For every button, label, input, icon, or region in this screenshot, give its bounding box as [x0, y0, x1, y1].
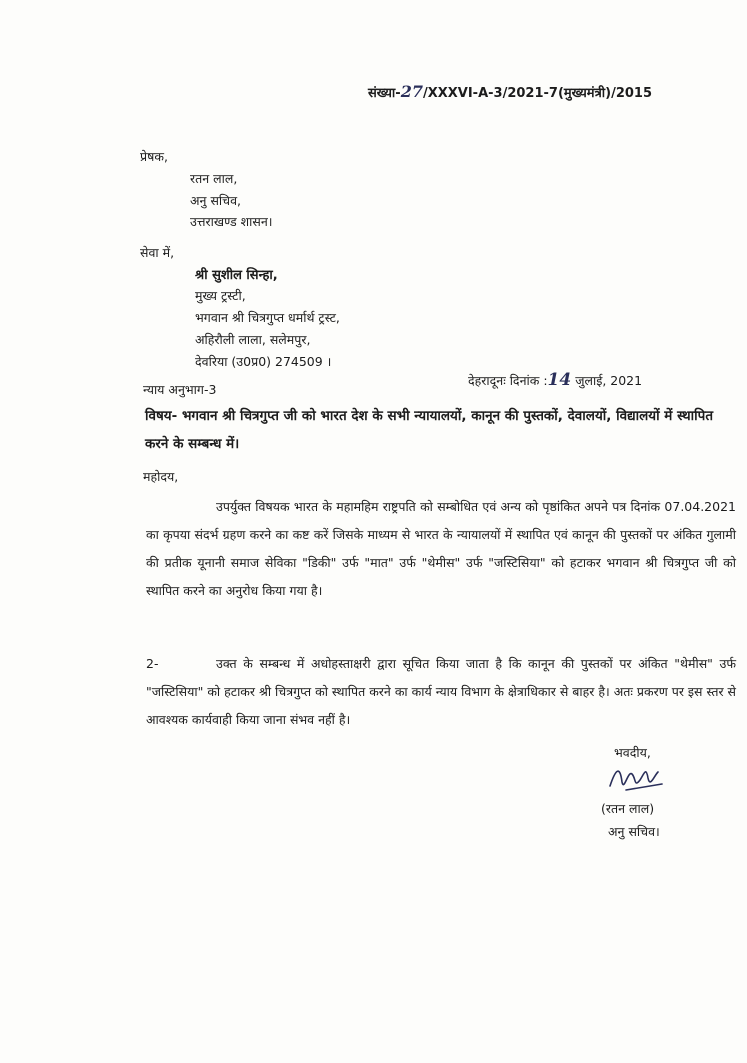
date-prefix: देहरादूनः दिनांक : — [468, 373, 548, 388]
reference-prefix: संख्या- — [368, 86, 401, 101]
date-rest: जुलाई, 2021 — [575, 373, 643, 388]
recipient-address-1: अहिरौली लाला, सलेमपुर, — [195, 332, 311, 347]
paragraph-1-text: उपर्युक्त विषयक भारत के महामहिम राष्ट्रपति को सम्बोधित एवं अन्य को पृष्ठांकित अपने पत्र दिनांक 07.04.2021 का कृपया संदर्भ ग्रहण करने का कष्ट करें जिसके माध्यम से भारत के न्यायालयों में स्थापित एवं कानून की पुस्तकों पर अंकित गुलामी की प्रतीक यूनानी समाज सेविका "डिकी" उर्फ "मात" उर्फ "थेमीस" उर्फ "जस्टिसिया" को हटाकर भगवान श्री चित्रगुप्त जी को स्थापित करने का अनुरोध किया गया है। — [146, 499, 736, 598]
letter-date — [468, 370, 642, 390]
date-handwritten-day: 14 — [547, 370, 572, 390]
recipient-organisation: भगवान श्री चित्रगुप्त धर्मार्थ ट्रस्ट, — [195, 310, 340, 325]
paragraph-2-text: उक्त के सम्बन्ध में अधोहस्ताक्षरी द्वारा सूचित किया जाता है कि कानून की पुस्तकों पर अंकित "थेमीस" उर्फ "जस्टिसिया" को हटाकर श्री चित्रगुप्त को स्थापित करने का कार्य न्याय विभाग के क्षेत्राधिकार से बाहर है। अतः प्रकरण पर इस स्तर से आवश्यक कार्यवाही किया जाना संभव नहीं है। — [146, 656, 736, 727]
signature-icon — [606, 760, 666, 796]
recipient-label: सेवा में, — [140, 245, 175, 260]
sender-designation: अनु सचिव, — [190, 193, 242, 208]
recipient-designation: मुख्य ट्रस्टी, — [195, 288, 246, 303]
reference-suffix: /XXXVI-A-3/2021-7(मुख्यमंत्री)/2015 — [422, 86, 653, 101]
closing-salutation: भवदीय, — [614, 745, 651, 760]
sender-office: उत्तराखण्ड शासन। — [190, 214, 273, 229]
sender-label: प्रेषक, — [140, 149, 168, 164]
section-name: न्याय अनुभाग-3 — [143, 382, 217, 397]
paragraph-1 — [146, 493, 736, 605]
subject-line: विषय- भगवान श्री चित्रगुप्त जी को भारत देश के सभी न्यायालयों, कानून की पुस्तकों, देवालयों, विद्यालयों में स्थापित करने के सम्बन्ध में। — [145, 408, 714, 452]
reference-handwritten-number: 27 — [400, 82, 423, 101]
sender-name: रतन लाल, — [190, 171, 238, 186]
closing-designation: अनु सचिव। — [608, 824, 660, 839]
salutation: महोदय, — [143, 469, 179, 484]
paragraph-2-number: 2- — [146, 656, 159, 671]
closing-name: (रतन लाल) — [601, 801, 655, 816]
recipient-name: श्री सुशील सिन्हा, — [195, 268, 278, 283]
paragraph-2 — [146, 650, 736, 734]
reference-number — [368, 82, 652, 101]
recipient-address-2: देवरिया (उ0प्र0) 274509 । — [195, 354, 332, 369]
